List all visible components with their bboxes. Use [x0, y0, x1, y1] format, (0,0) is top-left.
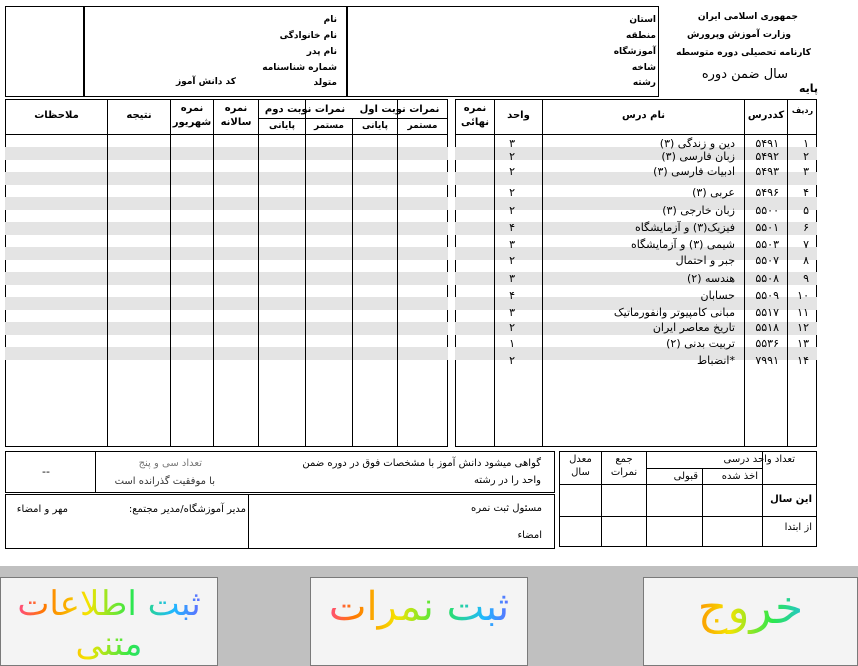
table-row: [455, 166, 817, 179]
table-row: [455, 307, 817, 320]
exit-button[interactable]: [643, 577, 858, 666]
col-header-name: نام درس: [621, 110, 665, 121]
gap-fill: [448, 99, 455, 447]
this-year-label: این سال: [770, 494, 812, 505]
field-last-name: نام خانوادگی: [279, 31, 337, 41]
save-text-info-button[interactable]: [0, 577, 218, 666]
col-header-notes: ملاحظات: [34, 110, 79, 121]
course-code: ۵۵۰۷: [755, 254, 779, 267]
certificate-text: گواهی میشود دانش آموز با مشخصات فوق در دوره ضمن: [302, 458, 541, 469]
field-id-number: شماره شناسنامه: [262, 63, 337, 73]
course-code: ۵۴۹۲: [755, 150, 779, 163]
course-code: ۵۵۰۳: [755, 238, 779, 251]
title-ministry: وزارت آموزش وپرورش: [686, 30, 791, 40]
from-start-label: از ابتدا: [784, 522, 812, 533]
table-row: [455, 338, 817, 351]
col-line: [107, 99, 108, 447]
save-text-info-label: ثبت اطلاعات متنی: [1, 584, 217, 664]
col-line: [170, 99, 171, 447]
col-header-summer: نمره شهریور: [172, 103, 212, 128]
field-birth: متولد: [313, 78, 337, 88]
course-units: ۲: [509, 150, 515, 163]
course-code: ۵۵۰۹: [755, 289, 779, 302]
course-units: ۳: [509, 272, 515, 285]
course-name: ادبیات فارسی (۳): [653, 165, 735, 178]
sub-final-1: پایانی: [361, 121, 388, 131]
table-row: [455, 273, 817, 286]
course-name: جبر و احتمال: [675, 254, 735, 267]
sum-line: [646, 451, 647, 547]
col-line: [397, 99, 398, 447]
sig-divider: [248, 494, 249, 549]
field-province: استان: [629, 15, 656, 25]
course-units: ۴: [509, 289, 515, 302]
cert-divider: [95, 451, 96, 493]
row-number: ۹: [803, 272, 809, 285]
course-name: مبانی کامپیوتر وانفورماتیک: [613, 306, 735, 319]
course-name: *انضباط: [696, 354, 735, 367]
sum-line: [559, 516, 817, 517]
course-name: فیزیک(۳) و آزمایشگاه: [634, 221, 735, 234]
avg-year-label: معدل سال: [569, 454, 592, 478]
title-republic: جمهوری اسلامی ایران: [697, 12, 798, 22]
sum-line: [762, 451, 763, 547]
course-units: ۲: [509, 165, 515, 178]
sub-cont-2: مستمر: [313, 121, 345, 131]
row-number: ۱۲: [797, 321, 809, 334]
row-number: ۲: [803, 150, 809, 163]
exit-label: خروج: [644, 580, 857, 634]
course-units: ۲: [509, 254, 515, 267]
units-header: تعداد واحد درسی: [723, 454, 795, 465]
course-name: تربیت بدنی (۲): [666, 337, 735, 350]
row-number: ۵: [803, 204, 809, 217]
col-line: [213, 99, 214, 447]
course-code: ۵۵۳۶: [755, 337, 779, 350]
course-name: زبان خارجی (۳): [662, 204, 735, 217]
photo-box: [5, 6, 84, 97]
row-number: ۴: [803, 186, 809, 199]
course-units: ۱: [509, 337, 515, 350]
field-father-name: نام پدر: [306, 47, 337, 57]
stamp-label: مهر و امضاء: [16, 504, 68, 515]
course-code: ۵۴۹۳: [755, 165, 779, 178]
course-name: عربی (۳): [692, 186, 735, 199]
course-code: ۵۵۰۸: [755, 272, 779, 285]
course-code: ۷۹۹۱: [755, 354, 779, 367]
school-info-box: [347, 6, 659, 97]
course-units: ۲: [509, 321, 515, 334]
grade-label: پایه: [798, 82, 818, 95]
year-label: سال ضمن دوره: [701, 67, 788, 82]
row-number: ۱۱: [797, 306, 809, 319]
table-row: [455, 255, 817, 268]
row-number: ۱۴: [797, 354, 809, 367]
col-header-result: نتیجه: [126, 110, 152, 121]
sub-final-2: پایانی: [268, 121, 295, 131]
course-code: ۵۵۱۷: [755, 306, 779, 319]
registrar-label: مسئول ثبت نمره: [470, 503, 542, 514]
course-units: ۳: [509, 238, 515, 251]
table-row: [455, 151, 817, 164]
table-header-line: [5, 134, 448, 135]
field-student-code: کد دانش آموز: [176, 77, 236, 87]
col-header-annual: نمره سالانه: [220, 103, 252, 128]
course-name: تاریخ معاصر ایران: [652, 321, 735, 334]
course-name: دین و زندگی (۳): [659, 137, 735, 150]
passed-text: با موفقیت گذرانده است: [114, 476, 215, 487]
table-row: [455, 322, 817, 335]
title-report: کارنامه تحصیلی دوره متوسطه: [676, 48, 811, 58]
row-number: ۳: [803, 165, 809, 178]
table-row: [455, 187, 817, 200]
count-text: تعداد سی و پنج: [138, 458, 202, 469]
group-second-term: نمرات نوبت دوم: [264, 104, 346, 115]
course-code: ۵۵۰۰: [755, 204, 779, 217]
table-row: [455, 290, 817, 303]
course-units: ۴: [509, 221, 515, 234]
table-row: [455, 239, 817, 252]
col-header-final: نمره نهائی: [461, 103, 489, 128]
signature-label: امضاء: [517, 530, 542, 541]
save-grades-label: ثبت نمرات: [311, 584, 527, 630]
taken-label: اخذ شده: [721, 471, 758, 482]
passed-label: قبولی: [673, 471, 698, 482]
save-grades-button[interactable]: [310, 577, 528, 666]
course-name: حسابان: [700, 289, 735, 302]
course-units: ۲: [509, 204, 515, 217]
course-code: ۵۴۹۱: [755, 137, 779, 150]
sum-line: [646, 468, 762, 469]
dash-value: --: [42, 465, 50, 478]
course-code: ۵۵۱۸: [755, 321, 779, 334]
field-district: منطقه: [626, 31, 656, 41]
field-first-name: نام: [323, 15, 337, 25]
course-units: ۳: [509, 306, 515, 319]
course-units: ۲: [509, 186, 515, 199]
sum-line: [559, 484, 817, 485]
course-units: ۲: [509, 354, 515, 367]
field-school: آموزشگاه: [613, 47, 656, 57]
course-name: شیمی (۳) و آزمایشگاه: [630, 238, 735, 251]
sub-cont-1: مستمر: [407, 121, 438, 131]
course-name: زبان فارسی (۳): [661, 150, 735, 163]
col-header-code: کددرس: [747, 110, 785, 121]
table-header-line: [455, 134, 817, 135]
row-number: ۱۰: [797, 289, 809, 302]
row-number: ۶: [803, 221, 809, 234]
principal-label: مدیر آموزشگاه/مدیر مجتمع:: [128, 504, 246, 515]
group-first-term: نمرات نوبت اول: [359, 104, 440, 115]
course-units: ۳: [509, 137, 515, 150]
row-number: ۸: [803, 254, 809, 267]
course-name: هندسه (۲): [686, 272, 735, 285]
certificate-text-2: واحد را در رشته: [473, 475, 541, 486]
col-header-row: ردیف: [791, 106, 814, 115]
col-header-units: واحد: [507, 110, 530, 121]
sum-line: [601, 451, 602, 547]
field-branch: شاخه: [631, 63, 656, 73]
col-line: [305, 99, 306, 447]
course-code: ۵۴۹۶: [755, 186, 779, 199]
row-number: ۱۳: [797, 337, 809, 350]
row-number: ۷: [803, 238, 809, 251]
field-major: رشته: [632, 78, 656, 88]
sum-line: [702, 468, 703, 547]
col-line: [352, 118, 353, 447]
sum-grades-label: جمع نمرات: [610, 454, 638, 478]
table-row: [455, 205, 817, 218]
col-line: [258, 118, 259, 447]
table-row: [455, 222, 817, 235]
row-number: ۱: [803, 137, 809, 150]
course-code: ۵۵۰۱: [755, 221, 779, 234]
table-row: [455, 355, 817, 368]
